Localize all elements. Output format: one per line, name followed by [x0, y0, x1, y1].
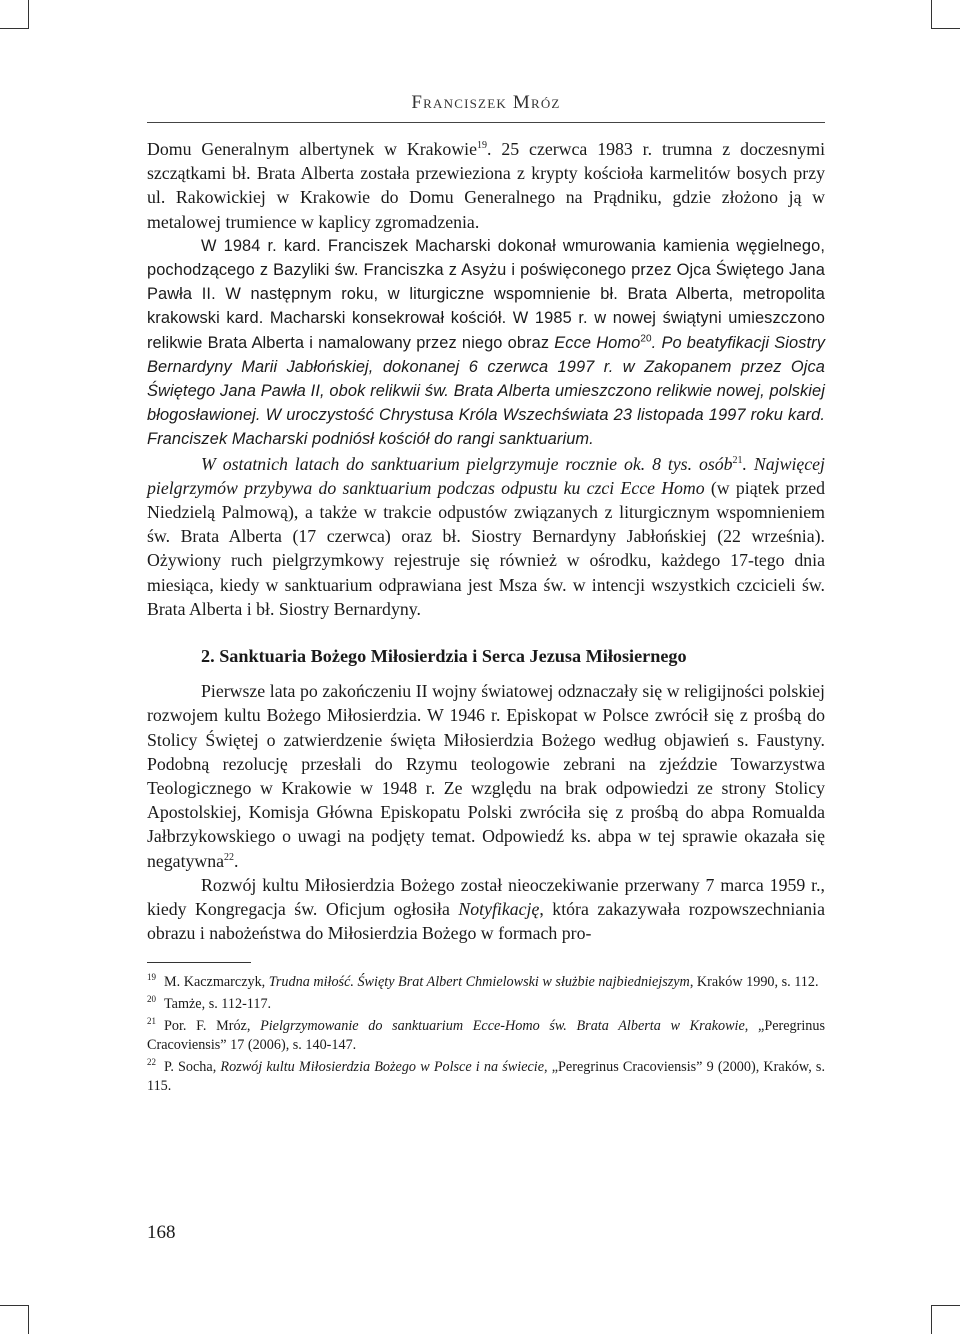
paragraph-2-tail: . Po beatyfikacji Siostry Bernardyny Marii Jabłońskiej, dokonanej 6 czerwca 1997 r. w Zakopanem przez Ojca Świętego Jana Pawła II, obok relikwii św. Brata Alberta umieszczono relikwie nowej, polskiej błogosławionej. W uroczystość Chrystusa Króla Wszechświata 23 listopada 1997 roku kard. Franciszek Macharski podniósł kościół do rangi sanktuarium.	[147, 333, 826, 449]
footnote-text-post: , „Peregrinus Cracoviensis” 9 (2000), Kraków, s. 115.	[147, 1058, 825, 1094]
footnote-text-post: , „Peregrinus Cracoviensis” 17 (2006), s. 140-147.	[147, 1017, 825, 1053]
paragraph-3	[147, 452, 825, 621]
paragraph-4-text-b: .	[234, 850, 239, 871]
footnotes	[147, 973, 825, 1096]
section-heading: 2. Sanktuaria Bożego Miłosierdzia i Serca Jezusa Miłosiernego	[201, 646, 687, 667]
footnote-text-pre: Por. F. Mróz,	[164, 1017, 261, 1034]
paragraph-3-text-b: . Najwięcej pielgrzymów przybywa do sanktuarium podczas odpustu ku czci Ecce Homo	[147, 453, 825, 498]
footnote-21	[147, 1017, 825, 1055]
footnote-text-post: , Kraków 1990, s. 112.	[689, 973, 819, 990]
paragraph-1-text-a: Domu Generalnym albertynek w Krakowie	[147, 139, 477, 159]
paragraph-5-text-a: Rozwój kultu Miłosierdzia Bożego został nieoczekiwanie przerwany 7 marca 1959 r., kiedy Kongregacja św. Oficjum ogłosiła	[147, 874, 825, 920]
footnote-divider	[147, 962, 251, 963]
footnote-20	[147, 995, 825, 1014]
body-text	[147, 137, 825, 946]
footnote-19	[147, 973, 825, 992]
paragraph-5	[147, 873, 825, 946]
crop-mark-top-left	[0, 0, 29, 29]
footnote-text-pre: P. Socha,	[164, 1058, 221, 1075]
paragraph-4	[147, 679, 825, 873]
page-number: 168	[147, 1222, 176, 1243]
footnote-ref-21: 21	[732, 454, 743, 466]
footnote-ref-20: 20	[640, 333, 652, 345]
crop-mark-bottom-right	[931, 1305, 960, 1334]
paragraph-5-text-b: , która zakazywała rozpowszechniania obrazu i nabożeństwa do Miłosierdzia Bożego w formach pro-	[147, 899, 825, 944]
crop-mark-top-right	[931, 0, 960, 29]
paragraph-2-text: W 1984 r. kard. Franciszek Macharski dokonał wmurowania kamienia węgielnego, pochodzącego z Bazyliki św. Franciszka z Asyżu i poświęconego przez Ojca Świętego Jana Pawła II. W następnym roku, w liturgiczne wspomnienie bł. Brata Alberta, metropolita krakowski kard. Macharski konsekrował kościół. W 1985 r. w nowej świątyni umieszczono relikwie Brata Alberta i namalowany przez niego obraz	[147, 236, 825, 352]
footnote-text-pre: M. Kaczmarczyk,	[164, 973, 269, 990]
footnote-title: Rozwój kultu Miłosierdzia Bożego w Polsce i na świecie	[220, 1058, 545, 1075]
paragraph-2	[147, 234, 825, 452]
paragraph-5-notyfikacja: Notyfikację	[458, 899, 540, 920]
book-page	[147, 92, 825, 1099]
crop-mark-bottom-left	[0, 1305, 29, 1334]
paragraph-1	[147, 137, 825, 234]
footnote-22	[147, 1058, 825, 1096]
running-head: Franciszek Mróz	[147, 92, 825, 123]
footnote-number: 21	[147, 1015, 156, 1026]
paragraph-4-text-a: Pierwsze lata po zakończeniu II wojny światowej odznaczały się w religijności polskiej rozwojem kultu Bożego Miłosierdzia. W 1946 r. Episkopat w Polsce zwrócił się z prośbą do Stolicy Świętej o zatwierdzenie święta Miłosierdzia Bożego według objawień s. Faustyny. Podobną rezolucję przesłali do Rzymu teologowie zebrani na zjeździe Towarzystwa Teologicznego w Krakowie w 1948 r. Ze względu na brak odpowiedzi ze strony Stolicy Apostolskiej, Komisja Główna Episkopatu Polski zwróciła się z prośbą do abpa Romualda Jałbrzykowskiego o uwagi na podjęty temat. Odpowiedź ks. abpa w tej sprawie okazała się negatywna	[147, 681, 825, 871]
footnote-number: 20	[147, 993, 156, 1004]
footnote-ref-22: 22	[224, 851, 235, 863]
paragraph-3-text-a: W ostatnich latach do sanktuarium pielgrzymuje rocznie ok. 8 tys. osób	[201, 453, 733, 474]
footnote-title: Trudna miłość. Święty Brat Albert Chmielowski w służbie najbiedniejszym	[268, 973, 690, 990]
paragraph-1-text-b: . 25 czerwca 1983 r. trumna z doczesnymi szczątkami bł. Brata Alberta została przewieziona z krypty kościoła karmelitów bosych przy ul. Rakowickiej w Krakowie do Domu Generalnego na Prądniku, gdzie złożono ją w metalowej trumience w kaplicy zgromadzenia.	[147, 139, 826, 232]
paragraph-2-ecce-homo: Ecce Homo	[554, 333, 641, 352]
footnote-text-pre: Tamże, s. 112-117.	[164, 995, 272, 1012]
footnote-title: Pielgrzymowanie do sanktuarium Ecce-Homo św. Brata Alberta w Krakowie	[260, 1017, 745, 1034]
footnote-number: 19	[147, 971, 156, 982]
paragraph-3-text-c: (w piątek przed Niedzielą Palmową), a także w trakcie odpustów związanych z liturgicznym wspomnieniem św. Brata Alberta (17 czerwca) oraz bł. Siostry Bernardyny Jabłońskiej (22 września). Ożywiony ruch pielgrzymkowy rejestruje się również w ośrodku, każdego 17-tego dnia miesiąca, kiedy w sanktuarium odprawiana jest Msza św. w intencji wszystkich czcicieli św. Brata Alberta i bł. Siostry Bernardyny.	[147, 477, 826, 619]
footnote-number: 22	[147, 1056, 156, 1067]
footnote-ref-19: 19	[477, 140, 487, 152]
